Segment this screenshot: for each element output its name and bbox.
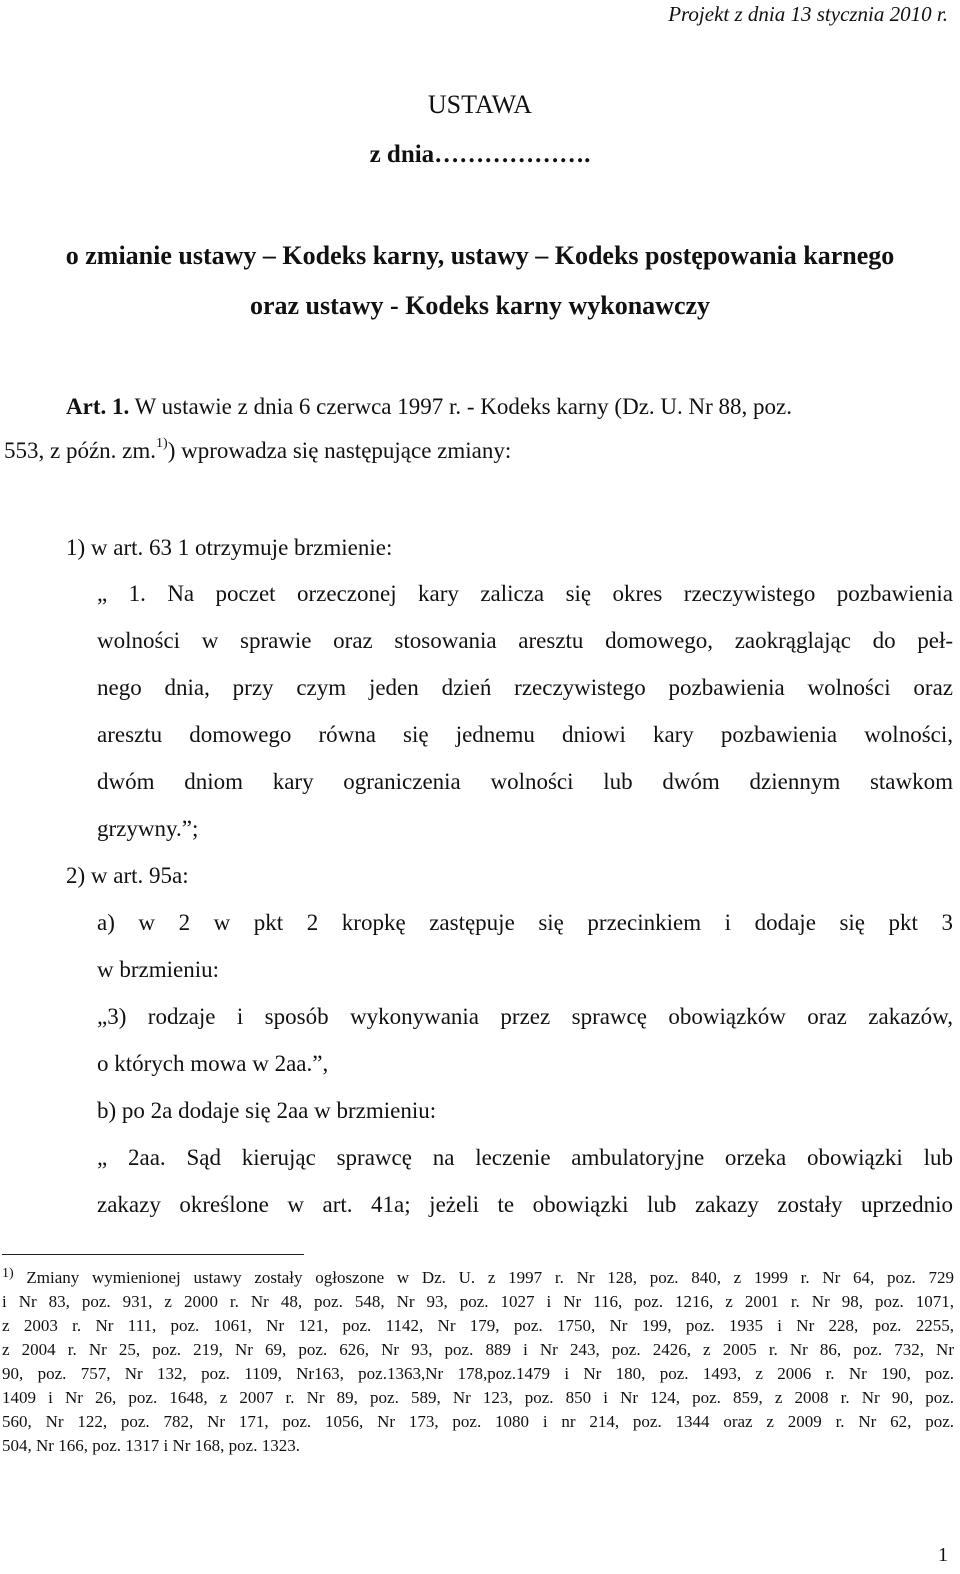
item-2b-line: b) po 2a dodaje się 2aa w brzmieniu: [97, 1098, 437, 1123]
item-1-line: wolności w sprawie oraz stosowania aresztu domowego, zaokrąglając do peł- [97, 628, 953, 653]
act-subject-line-2: oraz ustawy - Kodeks karny wykonawczy [249, 291, 711, 320]
footnote-line: 90, poz. 757, Nr 132, poz. 1109, Nr163, poz.1363,Nr 178,poz.1479 i Nr 180, poz. 1493, z 2006 r. Nr 190, poz. [2, 1364, 954, 1383]
footnote-line: 1409 i Nr 26, poz. 1648, z 2007 r. Nr 89, poz. 589, Nr 123, poz. 850 i Nr 124, poz. 859, z 2008 r. Nr 90, poz. [2, 1388, 954, 1407]
item-1-heading: 1) w art. 63 1 otrzymuje brzmienie: [66, 535, 393, 560]
item-2a-line: „3) rodzaje i sposób wykonywania przez sprawcę obowiązków oraz zakazów, [97, 1004, 953, 1029]
item-2b-line: „ 2aa. Sąd kierując sprawcę na leczenie ambulatoryjne orzeka obowiązki lub [97, 1145, 953, 1170]
item-1-line: aresztu domowego równa się jednemu dniowi kary pozbawienia wolności, [97, 722, 953, 747]
footnote-separator [2, 1254, 304, 1255]
article-1-text: W ustawie z dnia 6 czerwca 1997 r. - Kodeks karny (Dz. U. Nr 88, poz. [129, 394, 792, 419]
item-1-line: grzywny.”; [97, 816, 199, 841]
item-2a-line: w brzmieniu: [97, 957, 219, 982]
article-1-text-2: 553, z późn. zm. [4, 438, 157, 463]
article-1-line-2 [4, 438, 511, 464]
act-title: USTAWA [427, 90, 533, 119]
article-1-line-1 [66, 394, 792, 420]
item-2a-line: o których mowa w 2aa.”, [97, 1051, 329, 1076]
footnote-line: 560, Nr 122, poz. 782, Nr 171, poz. 1056, Nr 173, poz. 1080 i nr 214, poz. 1344 oraz z 2009 r. Nr 62, poz. [2, 1412, 954, 1431]
act-date: z dnia………………. [369, 141, 591, 168]
item-2-heading: 2) w art. 95a: [66, 863, 189, 888]
item-1-line: „ 1. Na poczet orzeczonej kary zalicza się okres rzeczywistego pozbawienia [97, 581, 953, 606]
footnote-line: z 2004 r. Nr 25, poz. 219, Nr 69, poz. 626, Nr 93, poz. 889 i Nr 243, poz. 2426, z 2005 r. Nr 86, poz. 732, Nr [2, 1340, 954, 1359]
footnote-line: z 2003 r. Nr 111, poz. 1061, Nr 121, poz. 1142, Nr 179, poz. 1750, Nr 199, poz. 1935 i Nr 228, poz. 2255, [2, 1316, 954, 1335]
item-2b-line: zakazy określone w art. 41a; jeżeli te obowiązki lub zakazy zostały uprzednio [97, 1192, 953, 1217]
page-number: 1 [938, 1544, 948, 1566]
footnote-reference: 1) [156, 436, 168, 451]
footnote-mark: 1) [2, 1266, 14, 1281]
article-1-text-3: ) wprowadza się następujące zmiany: [167, 438, 512, 463]
item-1-line: dwóm dniom kary ograniczenia wolności lub dwóm dziennym stawkom [97, 769, 953, 794]
article-1-label: Art. 1. [66, 394, 130, 419]
act-subject-line-1: o zmianie ustawy – Kodeks karny, ustawy – Kodeks postępowania karnego [65, 241, 895, 270]
item-2a-line: a) w 2 w pkt 2 kropkę zastępuje się przecinkiem i dodaje się pkt 3 [97, 910, 953, 935]
footnote-line: $^{1)}$ Zmiany wymienionej ustawy zostały ogłoszone w Dz. U. z 1997 r. Nr 128, poz. 840, z 1999 r. Nr 64, poz. 729 [2, 1266, 954, 1287]
project-date-note: Projekt z dnia 13 stycznia 2010 r. [668, 2, 948, 26]
footnote-line: i Nr 83, poz. 931, z 2000 r. Nr 48, poz. 548, Nr 93, poz. 1027 i Nr 116, poz. 1216, z 2001 r. Nr 98, poz. 1071, [2, 1292, 954, 1311]
item-1-line: nego dnia, przy czym jeden dzień rzeczywistego pozbawienia wolności oraz [97, 675, 953, 700]
footnote-line: 504, Nr 166, poz. 1317 i Nr 168, poz. 1323. [2, 1436, 300, 1455]
